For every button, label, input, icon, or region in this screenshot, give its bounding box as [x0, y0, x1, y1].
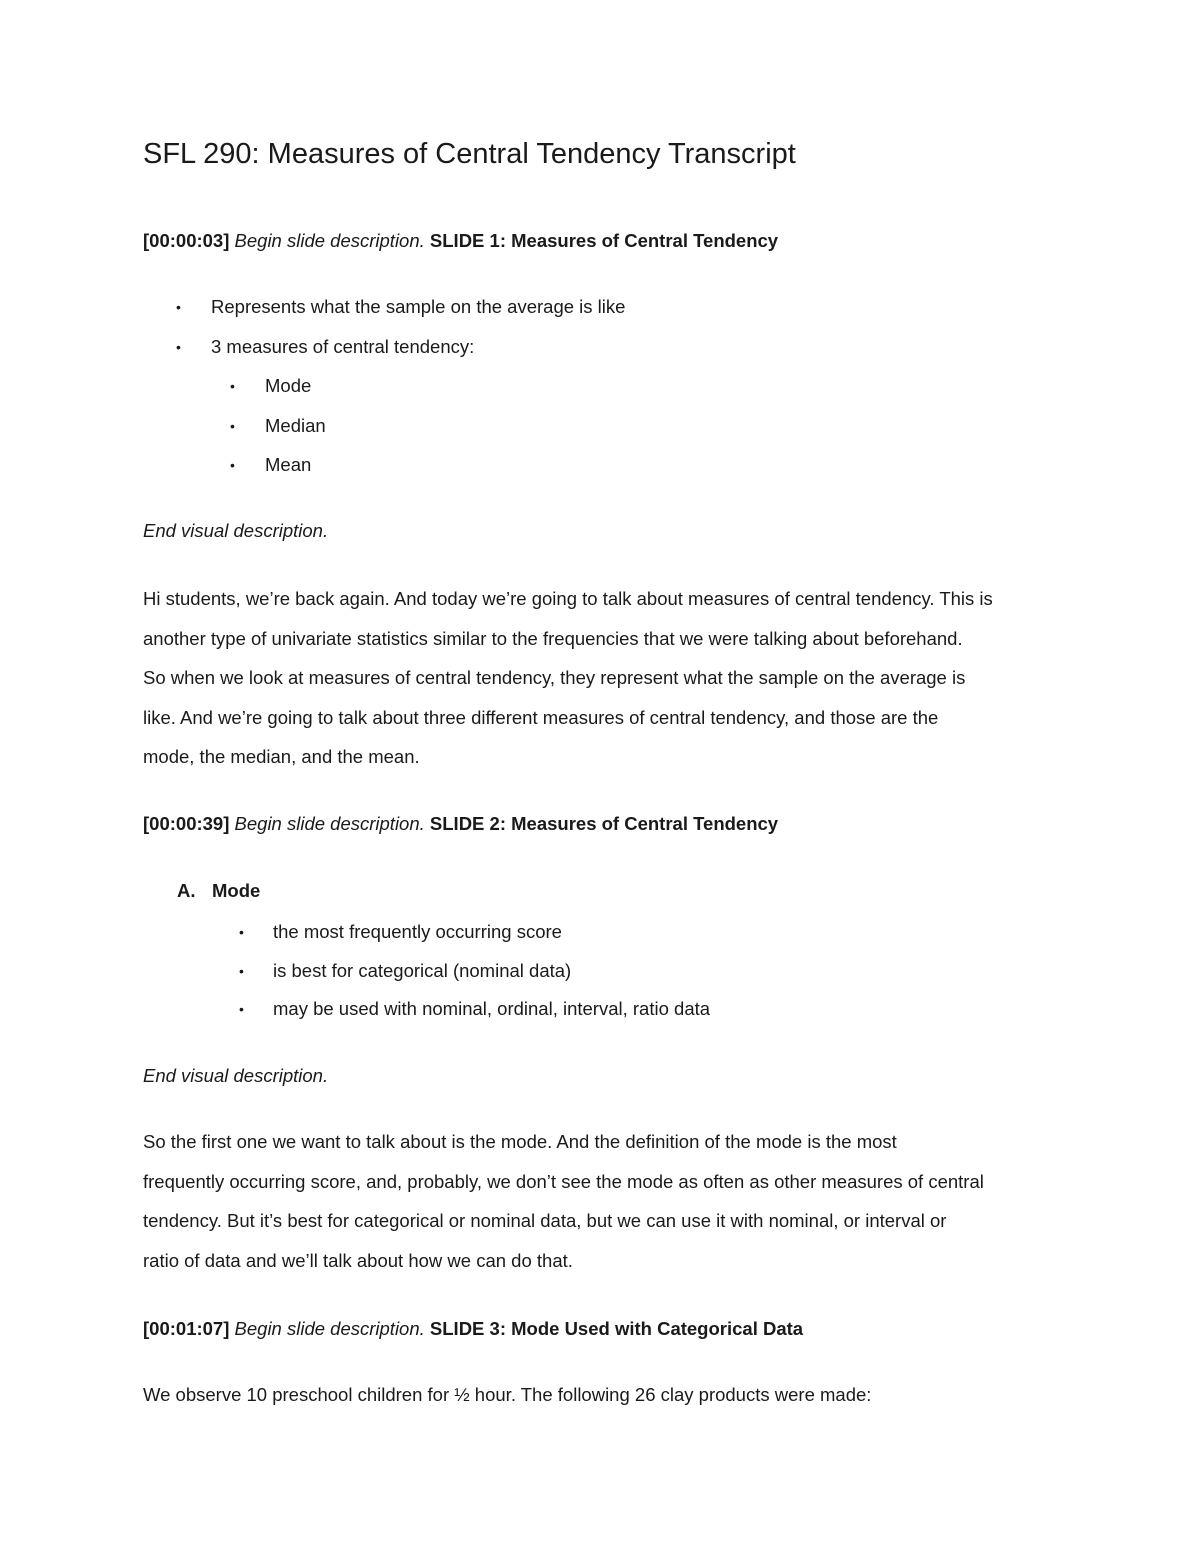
- section-label: A.: [177, 880, 196, 901]
- slide-3-timestamp: [00:01:07]: [143, 1318, 230, 1339]
- bullet-icon: •: [230, 378, 235, 394]
- bullet-text: Mean: [265, 454, 312, 475]
- slide-1-begin-text: Begin slide description.: [234, 230, 425, 251]
- transcript-paragraph: [143, 579, 1073, 777]
- paragraph-line: So when we look at measures of central tendency, they represent what the sample on the average is: [143, 667, 966, 688]
- paragraph-line: frequently occurring score, and, probably, we don’t see the mode as often as other measures of central: [143, 1170, 984, 1192]
- end-description: End visual description.: [143, 1065, 329, 1086]
- slide-3-heading: [143, 1318, 803, 1340]
- slide-3-begin-text: Begin slide description.: [234, 1318, 425, 1339]
- bullet-text: 3 measures of central tendency:: [211, 336, 475, 357]
- bullet-text: Median: [265, 415, 326, 436]
- bullet-icon: •: [239, 924, 244, 940]
- slide-1-timestamp: [00:00:03]: [143, 230, 230, 251]
- bullet-icon: •: [230, 457, 235, 473]
- document-title: SFL 290: Measures of Central Tendency Transcript: [143, 138, 796, 170]
- bullet-text: may be used with nominal, ordinal, interval, ratio data: [273, 998, 711, 1019]
- bullet-text: Mode: [265, 375, 312, 396]
- bullet-text: is best for categorical (nominal data): [273, 960, 572, 981]
- bullet-icon: •: [230, 418, 235, 434]
- bullet-icon: •: [239, 963, 244, 979]
- paragraph-line: So the first one we want to talk about is the mode. And the definition of the mode is the most: [143, 1131, 897, 1152]
- bullet-text: Represents what the sample on the average is like: [211, 296, 626, 317]
- paragraph-line: Hi students, we’re back again. And today we’re going to talk about measures of central tendency. This is: [143, 588, 993, 609]
- slide-2-timestamp: [00:00:39]: [143, 813, 230, 834]
- slide-2-label: SLIDE 2: Measures of Central Tendency: [429, 813, 779, 834]
- bullet-icon: •: [239, 1001, 244, 1017]
- slide-1-heading: [143, 230, 778, 252]
- slide-2-begin-text: Begin slide description.: [234, 813, 425, 834]
- slide-1-label: SLIDE 1: Measures of Central Tendency: [429, 230, 779, 251]
- bullet-text: the most frequently occurring score: [273, 921, 562, 942]
- paragraph-line: tendency. But it’s best for categorical or nominal data, but we can use it with nominal, or interval or: [143, 1210, 947, 1231]
- paragraph-line: mode, the median, and the mean.: [143, 746, 420, 767]
- slide-2-heading: [143, 813, 778, 835]
- transcript-paragraph: [143, 1122, 1073, 1280]
- end-description: End visual description.: [143, 520, 329, 541]
- paragraph-line: ratio of data and we’ll talk about how we can do that.: [143, 1249, 573, 1271]
- paragraph-line: like. And we’re going to talk about three different measures of central tendency, and those are the: [143, 706, 939, 728]
- paragraph-line: another type of univariate statistics similar to the frequencies that we were talking about beforehand.: [143, 627, 963, 649]
- slide-3-label: SLIDE 3: Mode Used with Categorical Data: [429, 1318, 804, 1339]
- bullet-icon: •: [176, 299, 181, 315]
- bullet-icon: •: [176, 339, 181, 355]
- slide-3-body: We observe 10 preschool children for ½ hour. The following 26 clay products were made:: [143, 1384, 872, 1405]
- section-title: Mode: [212, 880, 261, 901]
